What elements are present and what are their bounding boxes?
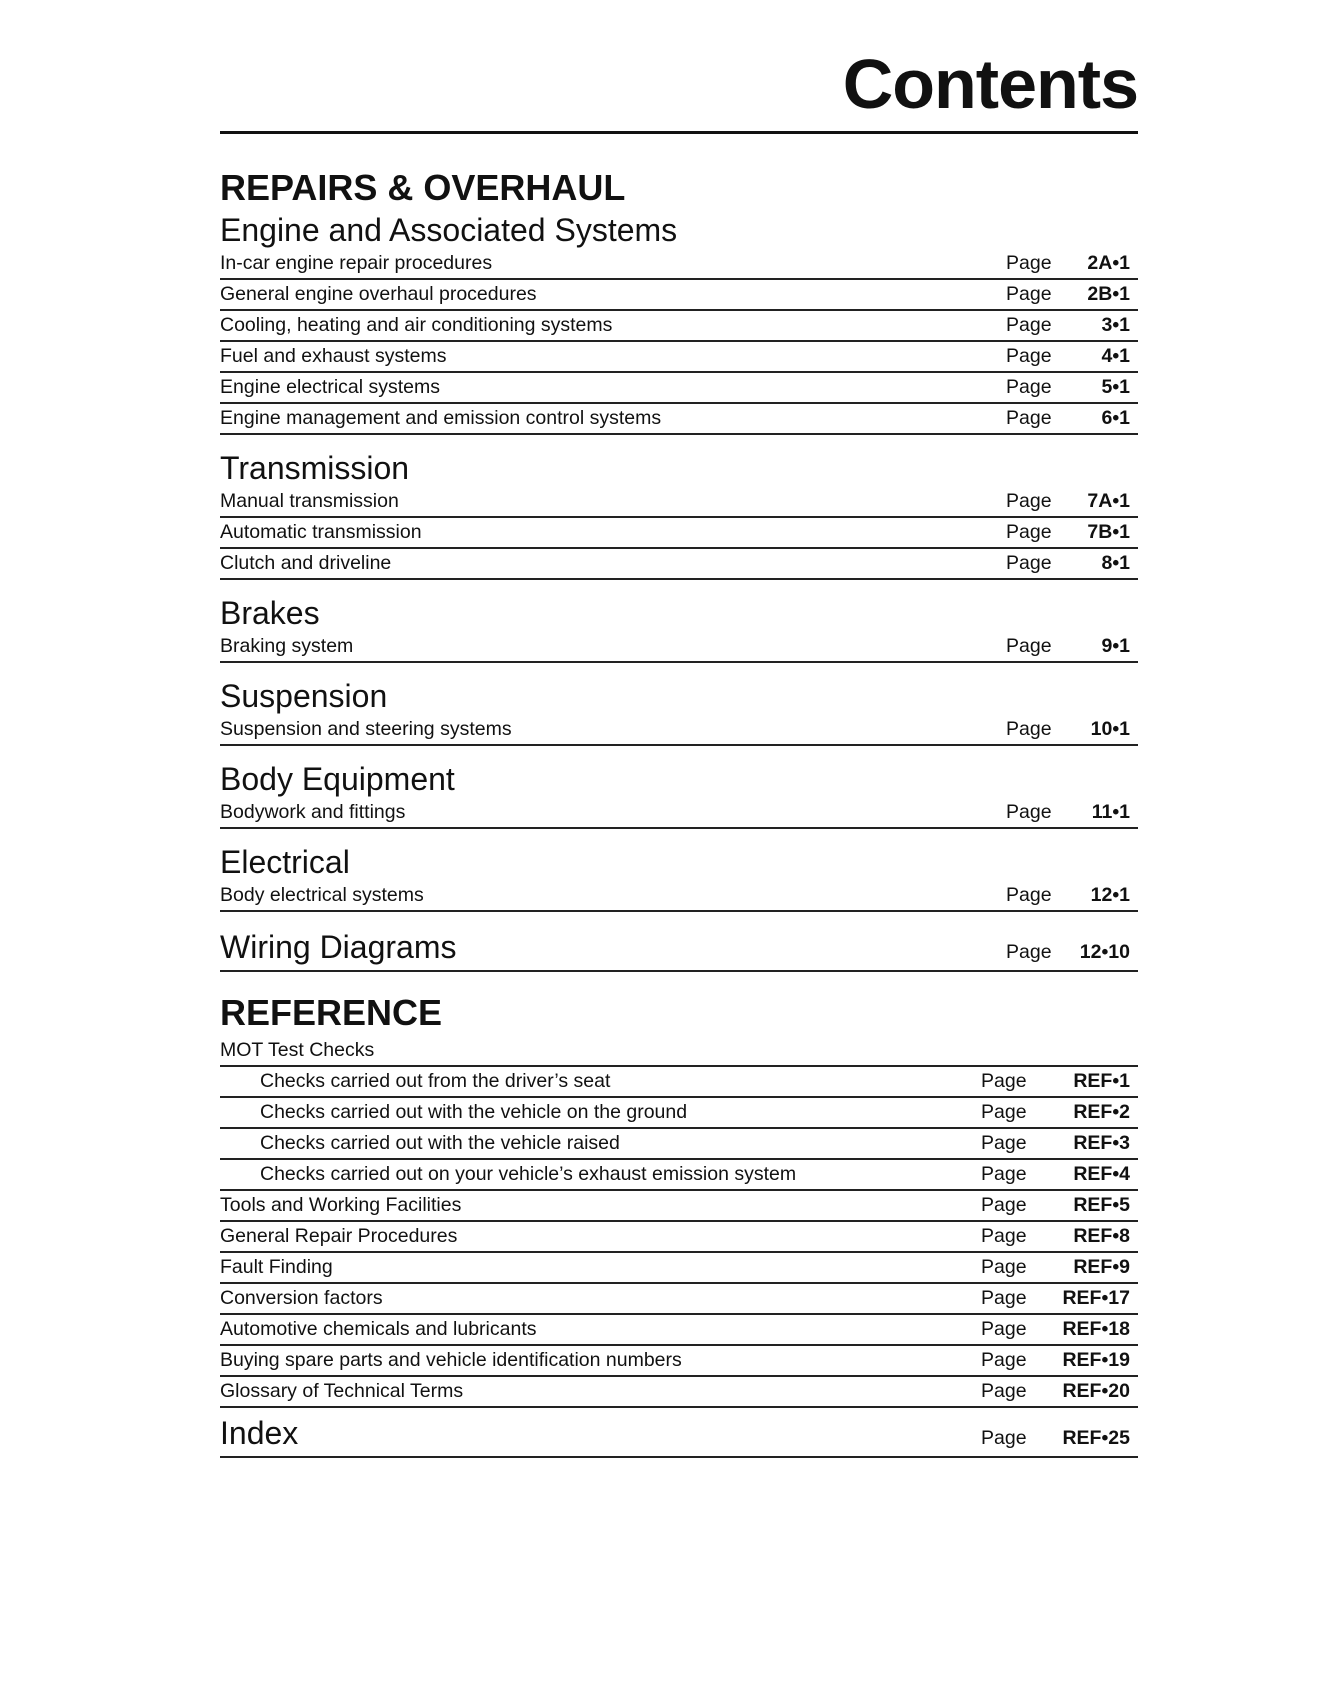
toc-page-word: Page	[981, 1194, 1027, 1216]
toc-page-number: REF•1	[1073, 1070, 1130, 1092]
toc-page-word: Page	[1006, 490, 1052, 512]
toc-page-number: 6•1	[1101, 407, 1130, 429]
toc-page-word: Page	[1006, 252, 1052, 274]
toc-page-word: Page	[1006, 314, 1052, 336]
toc-entry[interactable]	[220, 881, 1138, 912]
toc-entry-label: General Repair Procedures	[220, 1225, 458, 1247]
toc-page-number: REF•18	[1062, 1318, 1130, 1340]
toc-entry-wiring-diagrams[interactable]	[220, 926, 1138, 972]
toc-entry-label: Fault Finding	[220, 1256, 333, 1278]
toc-page-number: REF•20	[1062, 1380, 1130, 1402]
toc-entry-label: Tools and Working Facilities	[220, 1194, 462, 1216]
toc-page-number: 3•1	[1101, 314, 1130, 336]
reference-heading: REFERENCE	[220, 992, 443, 1033]
toc-group	[220, 843, 1138, 912]
group-heading: Electrical	[220, 844, 350, 880]
reference-section	[220, 990, 1138, 1458]
toc-page-word: Page	[1006, 884, 1052, 906]
group-heading: Suspension	[220, 678, 388, 714]
toc-page-word: Page	[981, 1349, 1027, 1371]
toc-page-word: Page	[1006, 801, 1052, 823]
toc-page-number: REF•4	[1073, 1163, 1130, 1185]
mot-items	[220, 1067, 1138, 1191]
toc-entry-label: Buying spare parts and vehicle identification numbers	[220, 1349, 682, 1371]
toc-entry-label: In-car engine repair procedures	[220, 252, 493, 274]
toc-group	[220, 449, 1138, 580]
toc-entry[interactable]	[220, 1067, 1138, 1098]
toc-entry-label: Index	[220, 1415, 299, 1451]
toc-entry-index[interactable]	[220, 1412, 1138, 1458]
toc-entry-label: Engine management and emission control systems	[220, 407, 662, 429]
toc-group	[220, 677, 1138, 746]
toc-entry-label: Checks carried out with the vehicle raised	[260, 1132, 620, 1154]
toc-page-number: REF•8	[1073, 1225, 1130, 1247]
toc-page-number: 4•1	[1101, 345, 1130, 367]
toc-group	[220, 760, 1138, 829]
group-heading: Brakes	[220, 595, 320, 631]
toc-page-number: 2A•1	[1087, 252, 1130, 274]
toc-entry-label: Wiring Diagrams	[220, 929, 457, 965]
toc-entry-label: Cooling, heating and air conditioning systems	[220, 314, 613, 336]
toc-entry[interactable]	[220, 1346, 1138, 1377]
toc-entry-label: Engine electrical systems	[220, 376, 441, 398]
toc-entry[interactable]	[220, 798, 1138, 829]
toc-entry[interactable]	[220, 249, 1138, 280]
toc-page-number: REF•2	[1073, 1101, 1130, 1123]
toc-page-number: 12•10	[1079, 941, 1130, 963]
toc-entry[interactable]	[220, 373, 1138, 404]
toc-page-number: REF•17	[1062, 1287, 1130, 1309]
toc-page-word: Page	[981, 1132, 1027, 1154]
toc-page-number: 5•1	[1101, 376, 1130, 398]
toc-page-number: REF•19	[1062, 1349, 1130, 1371]
toc-page-number: REF•5	[1073, 1194, 1130, 1216]
toc-entry-label: Checks carried out with the vehicle on the ground	[260, 1101, 688, 1123]
reference-items	[220, 1191, 1138, 1408]
toc-page-word: Page	[981, 1287, 1027, 1309]
toc-page-number: REF•25	[1062, 1427, 1130, 1449]
toc-entry[interactable]	[220, 1315, 1138, 1346]
toc-page-word: Page	[981, 1256, 1027, 1278]
toc-page-word: Page	[981, 1070, 1027, 1092]
toc-page-word: Page	[1006, 283, 1052, 305]
toc-page-word: Page	[1006, 345, 1052, 367]
toc-entry-label: General engine overhaul procedures	[220, 283, 537, 305]
toc-page-word: Page	[1006, 407, 1052, 429]
toc-entry[interactable]	[220, 1377, 1138, 1408]
toc-page-number: REF•9	[1073, 1256, 1130, 1278]
toc-entry[interactable]	[220, 549, 1138, 580]
toc-page-word: Page	[1006, 941, 1052, 963]
toc-entry-label: Automotive chemicals and lubricants	[220, 1318, 537, 1340]
repair-groups	[220, 211, 1138, 912]
toc-entry-label: Checks carried out on your vehicle’s exhaust emission system	[260, 1163, 797, 1185]
toc-entry[interactable]	[220, 1191, 1138, 1222]
toc-page-word: Page	[981, 1380, 1027, 1402]
toc-page-word: Page	[981, 1427, 1027, 1449]
mot-heading: MOT Test Checks	[220, 1039, 375, 1061]
toc-page-word: Page	[1006, 718, 1052, 740]
page-title: Contents	[842, 45, 1138, 123]
toc-entry[interactable]	[220, 1284, 1138, 1315]
toc-entry-label: Braking system	[220, 635, 354, 657]
toc-entry[interactable]	[220, 518, 1138, 549]
toc-page-number: REF•3	[1073, 1132, 1130, 1154]
toc-entry-label: Body electrical systems	[220, 884, 424, 906]
toc-entry-label: Glossary of Technical Terms	[220, 1380, 464, 1402]
toc-page-number: 11•1	[1091, 801, 1130, 823]
toc-page-word: Page	[1006, 635, 1052, 657]
toc-page-word: Page	[981, 1101, 1027, 1123]
toc-page-word: Page	[981, 1318, 1027, 1340]
toc-page-number: 7A•1	[1087, 490, 1130, 512]
toc-group	[220, 594, 1138, 663]
toc-page-word: Page	[981, 1163, 1027, 1185]
toc-page-word: Page	[1006, 521, 1052, 543]
group-heading: Body Equipment	[220, 761, 455, 797]
group-heading: Transmission	[220, 450, 410, 486]
toc-entry-label: Clutch and driveline	[220, 552, 392, 574]
toc-entry[interactable]	[220, 1160, 1138, 1191]
toc-page-number: 10•1	[1090, 718, 1130, 740]
toc-entry-label: Checks carried out from the driver’s seat	[260, 1070, 611, 1092]
toc-entry[interactable]	[220, 1098, 1138, 1129]
title-rule	[220, 131, 1138, 134]
toc-page-number: 7B•1	[1087, 521, 1130, 543]
toc-entry[interactable]	[220, 311, 1138, 342]
toc-entry-label: Bodywork and fittings	[220, 801, 406, 823]
toc-page-word: Page	[981, 1225, 1027, 1247]
toc-entry-label: Fuel and exhaust systems	[220, 345, 447, 367]
toc-entry-label: Manual transmission	[220, 490, 399, 512]
toc-page-number: 2B•1	[1087, 283, 1130, 305]
toc-page-number: 8•1	[1101, 552, 1130, 574]
toc-entry[interactable]	[220, 342, 1138, 373]
toc-entry[interactable]	[220, 1253, 1138, 1284]
toc-entry[interactable]	[220, 715, 1138, 746]
toc-page-word: Page	[1006, 376, 1052, 398]
toc-entry[interactable]	[220, 404, 1138, 435]
mot-heading-row	[220, 1036, 1138, 1067]
toc-entry[interactable]	[220, 1129, 1138, 1160]
toc-group	[220, 211, 1138, 435]
toc-page-word: Page	[1006, 552, 1052, 574]
repairs-heading: REPAIRS & OVERHAUL	[220, 167, 626, 208]
group-heading: Engine and Associated Systems	[220, 212, 678, 248]
toc-entry[interactable]	[220, 1222, 1138, 1253]
toc-page-number: 9•1	[1101, 635, 1130, 657]
contents-list	[220, 165, 1138, 1458]
toc-entry-label: Conversion factors	[220, 1287, 383, 1309]
toc-entry-label: Suspension and steering systems	[220, 718, 512, 740]
toc-entry[interactable]	[220, 632, 1138, 663]
toc-entry[interactable]	[220, 280, 1138, 311]
toc-page-number: 12•1	[1090, 884, 1130, 906]
toc-entry-label: Automatic transmission	[220, 521, 422, 543]
toc-entry[interactable]	[220, 487, 1138, 518]
